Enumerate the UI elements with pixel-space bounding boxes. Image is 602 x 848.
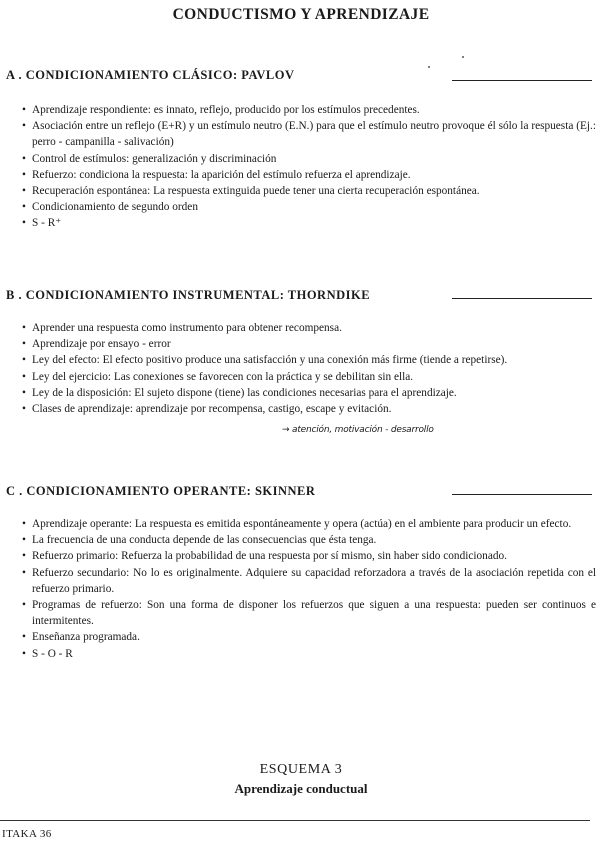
section-a-rule (452, 80, 592, 81)
section-c-list (22, 516, 596, 662)
footer-label: ITAKA 36 (2, 828, 52, 840)
print-speck (428, 66, 430, 68)
page-title: CONDUCTISMO Y APRENDIZAJE (172, 6, 430, 23)
list-item: • Programas de refuerzo: Son una forma de disponer los refuerzos que siguen a una respuesta: pueden ser continuos e intermitentes. (22, 597, 596, 629)
list-item: • La frecuencia de una conducta depende de las consecuencias que ésta tenga. (22, 532, 596, 548)
list-item: • Ley del ejercicio: Las conexiones se favorecen con la práctica y se debilitan sin ella. (22, 369, 596, 385)
scheme-subtitle: Aprendizaje conductual (234, 781, 368, 796)
list-item: • Enseñanza programada. (22, 629, 596, 645)
list-item: • Refuerzo: condiciona la respuesta: la aparición del estímulo refuerza el aprendizaje. (22, 167, 596, 183)
scheme-title: ESQUEMA 3 (259, 762, 343, 777)
list-item: • Ley del efecto: El efecto positivo produce una satisfacción y una conexión más firme (tiende a repetirse). (22, 352, 596, 368)
list-item: • Asociación entre un reflejo (E+R) y un estímulo neutro (E.N.) para que el estímulo neutro provoque él sólo la respuesta (Ej.: perro - campanilla - salivación) (22, 118, 596, 150)
list-item: • Refuerzo secundario: No lo es originalmente. Adquiere su capacidad reforzadora a través de la asociación repetida con el refuerzo primario. (22, 565, 596, 597)
list-item: • S - R⁺ (22, 215, 596, 231)
list-item: • Refuerzo primario: Refuerza la probabilidad de una respuesta por sí mismo, sin haber sido condicionado. (22, 548, 596, 564)
list-item: • Ley de la disposición: El sujeto dispone (tiene) las condiciones necesarias para el aprendizaje. (22, 385, 596, 401)
list-item: • Condicionamiento de segundo orden (22, 199, 596, 215)
section-b-heading: B . CONDICIONAMIENTO INSTRUMENTAL: THORNDIKE (6, 288, 371, 302)
list-item: • Aprendizaje operante: La respuesta es emitida espontáneamente y opera (actúa) en el ambiente para producir un efecto. (22, 516, 596, 532)
list-item: • Clases de aprendizaje: aprendizaje por recompensa, castigo, escape y evitación. (22, 401, 596, 417)
list-item: • Aprendizaje respondiente: es innato, reflejo, producido por los estímulos precedentes. (22, 102, 596, 118)
list-item: • Aprender una respuesta como instrumento para obtener recompensa. (22, 320, 596, 336)
section-c-heading: C . CONDICIONAMIENTO OPERANTE: SKINNER (6, 484, 316, 498)
print-speck (462, 56, 464, 58)
list-item: • S - O - R (22, 646, 596, 662)
list-item: • Control de estímulos: generalización y discriminación (22, 151, 596, 167)
footer-rule (0, 820, 590, 821)
section-b-list (22, 320, 596, 417)
section-a-list (22, 102, 596, 232)
section-a-heading: A . CONDICIONAMIENTO CLÁSICO: PAVLOV (6, 68, 295, 82)
list-item: • Aprendizaje por ensayo - error (22, 336, 596, 352)
handwritten-note: → atención, motivación - desarrollo (282, 425, 434, 435)
list-item: • Recuperación espontánea: La respuesta extinguida puede tener una cierta recuperación espontánea. (22, 183, 596, 199)
section-c-rule (452, 494, 592, 495)
section-b-rule (452, 298, 592, 299)
